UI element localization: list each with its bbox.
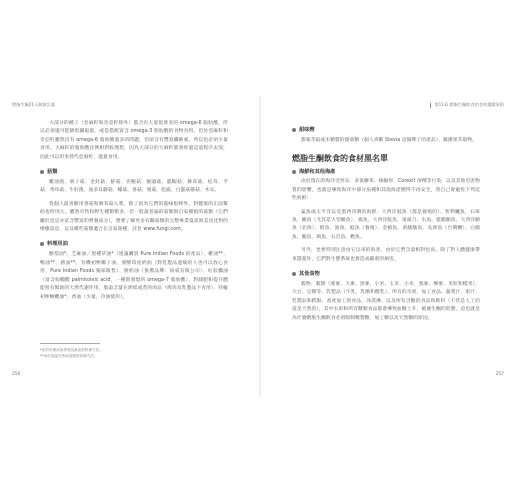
page-number-left: 256: [12, 372, 21, 377]
footnote-2: **用於低溫烹煮或加熱的料理方法。: [40, 353, 98, 358]
sweetener-heading: [292, 126, 480, 133]
intro-paragraph: 大部分的種子（亞麻籽和奇亞籽除外）都含有大量促發炎的 omega-6 脂肪酸，所以必須適可能降低攝取量，或是搭配富含 omega-3 脂肪酸的食物食用。但於亞麻籽和奇亞籽雖然沒有 omega-6 脂肪酸過多的問題，但卻含有豐富纖維素，所以也必須少量食用。大麻籽的脂肪酸比例相對較理想，因為大部分的大麻籽都會經過這道程序去殼，因此可以用來替代亞麻籽，適量食用。: [40, 121, 228, 160]
mushrooms-note: 我個人最喜歡用香菇和舞茸菇入菜，除了因為它們的滋味很棒外，對健康的正面幫助也特別大。雖然市售和野生種類繁多，但一般最普遍的菇類與自家種植的菇類（它們屬於也是亦富含豐富的營養成分），想要了解更多有關菇類的完整專業資訊與美食比對的療癒訊息，以及哪些菇類適合在自家栽種，詳見 www.fungi.com。: [40, 201, 228, 233]
running-head-left: 燃脂生酮21天健康計畫: [12, 102, 56, 107]
bullet-icon: [292, 128, 296, 132]
sweetener-heading-label: 甜味劑: [299, 127, 315, 133]
seafood-paragraph-1: 由於現在的海洋受到汞、多氯聯苯、核輻射、Corexit 溶劑等污染，以及其他有害物質的影響，也就是導致海洋中部分魚種和其他海產變得不再安全，我自己會避免下列這些海鮮：: [292, 179, 480, 202]
footnotes: [40, 343, 220, 359]
bullet-icon: [40, 170, 44, 174]
left-text-column: [40, 120, 228, 307]
page-number-right: 257: [495, 372, 504, 377]
footnote-rule: [40, 343, 100, 344]
mushrooms-list: 雞油菌、栗子菇、金針菇、鮮菇、杏鮑菇、猴頭菇、龍蝦菇、舞茸菇、松茸、平菇、秀珍菇、牛肝菌、波多貝蘑菇、蠔菇、香菇、栗菇、松露、白靈菇蘑菇、木耳。: [40, 180, 228, 194]
section-title: 燃脂生酮飲食的食材黑名單: [292, 154, 388, 164]
footnote-1: *用於料理或涼拌時為最佳的料理方法。: [40, 347, 103, 352]
seafood-heading-label: 海鮮和其他海產: [299, 169, 336, 176]
other-foods-heading-label: 其他食物: [299, 271, 320, 278]
seafood-heading: [292, 168, 480, 175]
right-page: [260, 0, 520, 500]
seafood-paragraph-2: 鯊魚或太平洋以及墨西哥灣的海鮮、大西洋鮭魚（都是養殖的）、智利鱸魚、石斑魚、鰆魚（尤其是大型鰆魚）、旗魚、大西洋鮭魚、鬼頭刀、水魚、藍鰭鮪魚、大西洋鯖魚（北海）、鱈魚、油魚、鯰魚（養殖）、金槍魚、黃鰭鮪魚、吳郭魚（台灣鯛）、白鰭魚、鮪魚、劍魚、石首魚、鰹魚。: [292, 209, 480, 240]
bullet-icon: [40, 242, 44, 246]
other-foods-paragraph: 穀物、穀類（燕麥、大麥、黑麥、小米、玉米、小米、燕麥、藜麥、米粒和糙米）、大豆、豆類等、乳製品（牛乳、乳酪和酸乳）、所有的水果、加工食品、蔬菜汁、果汁、乳製品和糕點、高度加工的食品、冰淇淋、以及所有含糖的食品和飲料（不管是人工的還是天然的），其中水果和所有糖類食品都會導致血糖上升，破壞生酮的狀態，這也就是為什麼燃脂生酮飲食必須限制精製糖、加工糖以及天然糖的原因。: [292, 282, 480, 321]
divider-bar: [430, 103, 431, 108]
mushrooms-heading: [40, 168, 228, 175]
running-head-title: 燃脂生酮飲食的食材選購原則: [449, 102, 504, 107]
cooking-oils-heading-label: 料理用油: [47, 241, 68, 248]
other-foods-heading: [292, 270, 480, 277]
bullet-icon: [292, 272, 296, 276]
cooking-oils-heading: [40, 240, 228, 247]
bullet-icon: [292, 170, 296, 174]
running-head-chapter: 第11章: [434, 102, 449, 107]
running-head-right: [430, 102, 504, 108]
seafood-paragraph-3: 另外，也要特別注意由它以來的海產，由於它們含量相對也高，除了對人體健康帶來隱憂外，它們對生態系統也會造成嚴重的損害。: [292, 248, 480, 262]
cooking-oils-paragraph: 酪梨油*、芝麻油／黑種草油*（建議購買 Pure Indian Foods 的產品）、雞油**、鴨油**、豬油**、有機初榨椰子油、發酵印度奶油（對乳製品過敏的人也可以放心食用，Pure Indian Foods 獨家販售）、脫奶油（推薦品牌：紐威有限公司）、紅棕櫚油（富含棕櫚酸 palmitoleic acid，一種新發現的 omega-7 脂肪酸）、對減肥和提升體能很有幫助的天然代謝作用，脂溢含量在涉結或煮的肉品（烤肉及乳製品下食用），特級初榨橄欖油*、香油（少量，冷油使用）。: [40, 252, 228, 300]
sweetener-paragraph: 甜菊萃取或未精製的甜菊糖（個人喜歡 Stevia 這個牌子的產品）、羅漢果萃取物。: [301, 138, 477, 143]
right-text-column: [292, 120, 480, 328]
mushrooms-heading-label: 菇類: [47, 169, 58, 176]
